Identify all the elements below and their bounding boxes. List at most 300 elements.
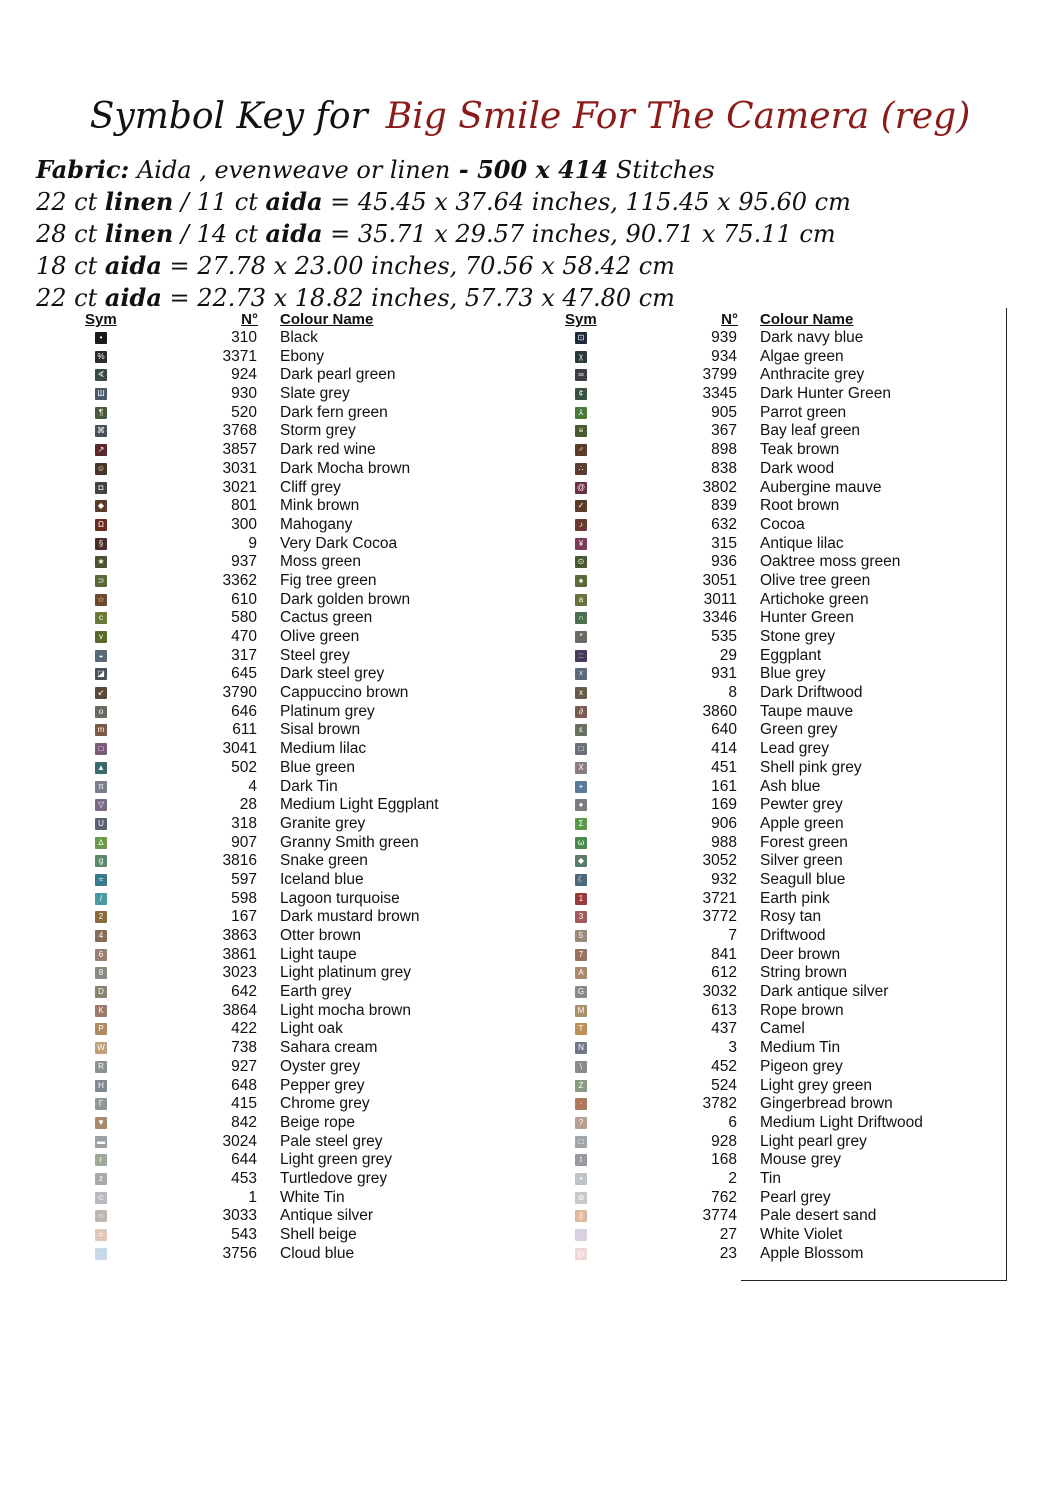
count-text: 22 ct xyxy=(36,188,105,216)
colour-name: Light mocha brown xyxy=(280,1001,411,1019)
symbol-swatch: K xyxy=(95,1005,107,1017)
size-line xyxy=(36,218,1036,250)
key-row xyxy=(80,1002,520,1021)
key-row xyxy=(560,1058,1000,1077)
fabric-line xyxy=(36,154,1036,186)
floss-number: 640 xyxy=(711,721,737,739)
key-row xyxy=(560,366,1000,385)
floss-number: 738 xyxy=(231,1039,257,1057)
symbol-swatch: • xyxy=(95,332,107,344)
fabric-types: Aida , evenweave or linen xyxy=(136,156,451,184)
floss-number: 762 xyxy=(711,1188,737,1206)
symbol-swatch: * xyxy=(575,631,587,643)
symbol-swatch: ⌘ xyxy=(97,426,105,436)
colour-name: Very Dark Cocoa xyxy=(280,534,398,552)
symbol-swatch: ω xyxy=(575,837,587,849)
floss-number: 613 xyxy=(711,1001,737,1019)
floss-number: 3041 xyxy=(222,740,257,758)
symbol-swatch: ↗ xyxy=(95,444,107,456)
colour-name: Deer brown xyxy=(760,945,841,963)
material: aida xyxy=(104,251,162,280)
colour-name: Cliff grey xyxy=(280,478,341,496)
symbol-swatch: ▽ xyxy=(95,799,107,811)
symbol-swatch: @ xyxy=(576,482,586,492)
symbol-swatch: ★ xyxy=(95,556,107,568)
symbol-swatch: ▲ xyxy=(95,762,107,774)
material: aida xyxy=(265,219,323,248)
symbol-swatch: ◒ xyxy=(95,650,107,662)
page-title xyxy=(0,96,1060,137)
floss-number: 934 xyxy=(711,347,737,365)
symbol-swatch: 5 xyxy=(575,930,587,942)
key-row xyxy=(80,1226,520,1245)
colour-name: Apple Blossom xyxy=(760,1244,864,1262)
floss-number: 4 xyxy=(248,777,257,795)
key-row xyxy=(80,1207,520,1226)
floss-number: 502 xyxy=(231,758,257,776)
symbol-swatch: ◘ xyxy=(95,482,107,494)
floss-number: 452 xyxy=(711,1057,737,1075)
key-row xyxy=(560,1170,1000,1189)
material: aida xyxy=(265,187,323,216)
colour-name: Light platinum grey xyxy=(280,964,411,982)
symbol-swatch: ¢ xyxy=(575,388,587,400)
symbol-swatch: ≡ xyxy=(575,425,587,437)
symbol-swatch: T xyxy=(575,1023,587,1035)
floss-number: 8 xyxy=(728,684,737,702)
key-row xyxy=(560,703,1000,722)
floss-number: 646 xyxy=(231,702,257,720)
floss-number: 3864 xyxy=(222,1001,257,1019)
symbol-swatch: ☓ xyxy=(575,668,587,680)
symbol-swatch: · xyxy=(575,1098,587,1110)
key-row xyxy=(560,628,1000,647)
key-row xyxy=(560,1151,1000,1170)
colour-name: Olive green xyxy=(280,628,360,645)
colour-name: Rope brown xyxy=(760,1001,844,1019)
colour-name: Pearl grey xyxy=(760,1188,831,1206)
floss-number: 23 xyxy=(719,1244,737,1262)
floss-number: 648 xyxy=(231,1076,257,1094)
floss-number: 1 xyxy=(248,1188,257,1206)
colour-name: Root brown xyxy=(760,497,840,515)
key-row xyxy=(560,1002,1000,1021)
colour-name: Light oak xyxy=(280,1020,343,1038)
floss-number: 167 xyxy=(231,908,257,926)
key-row xyxy=(560,908,1000,927)
symbol-swatch: Γ xyxy=(95,1098,107,1110)
key-row xyxy=(560,404,1000,423)
size-line xyxy=(36,282,1036,314)
key-row xyxy=(560,665,1000,684)
key-row xyxy=(560,834,1000,853)
key-row xyxy=(80,1189,520,1208)
key-row xyxy=(560,348,1000,367)
key-row xyxy=(560,1133,1000,1152)
floss-number: 611 xyxy=(232,721,257,739)
key-row xyxy=(560,778,1000,797)
floss-number: 3 xyxy=(728,1039,737,1057)
colour-name: Ash blue xyxy=(760,777,821,795)
colour-name: Antique silver xyxy=(280,1207,374,1225)
colour-name: Granite grey xyxy=(280,814,366,832)
key-row xyxy=(560,1114,1000,1133)
symbol-swatch: ∞ xyxy=(575,369,587,381)
floss-number: 927 xyxy=(231,1057,257,1075)
key-row xyxy=(560,591,1000,610)
header-number: N° xyxy=(241,311,258,328)
colour-name: Moss green xyxy=(280,553,361,571)
colour-name: Sisal brown xyxy=(280,721,361,739)
colour-name: Fig tree green xyxy=(280,571,377,589)
symbol-swatch: □ xyxy=(95,743,107,755)
key-row xyxy=(560,609,1000,628)
key-row xyxy=(560,1020,1000,1039)
colour-name: Dark Hunter Green xyxy=(760,385,891,403)
symbol-swatch: ⊛ xyxy=(575,1192,587,1204)
header-number: N° xyxy=(721,311,738,328)
key-row xyxy=(80,740,520,759)
key-row xyxy=(80,647,520,666)
colour-name: Turtledove grey xyxy=(280,1169,388,1187)
colour-name: Earth pink xyxy=(760,889,830,907)
floss-number: 3756 xyxy=(222,1244,257,1262)
colour-name: Beige rope xyxy=(280,1113,355,1131)
colour-name: Eggplant xyxy=(760,646,822,664)
key-row xyxy=(560,1039,1000,1058)
floss-number: 906 xyxy=(711,814,737,832)
colour-name: Dark Mocha brown xyxy=(280,459,411,477)
key-row xyxy=(560,1095,1000,1114)
floss-number: 3799 xyxy=(702,366,737,384)
key-row xyxy=(80,815,520,834)
key-row xyxy=(80,852,520,871)
colour-name: Camel xyxy=(760,1020,805,1038)
colour-name: Stone grey xyxy=(760,628,835,645)
floss-number: 300 xyxy=(231,515,257,533)
floss-number: 415 xyxy=(231,1095,257,1113)
key-row xyxy=(80,1039,520,1058)
floss-number: 7 xyxy=(728,927,737,944)
floss-number: 580 xyxy=(231,609,257,627)
colour-name: Lagoon turquoise xyxy=(280,889,400,907)
floss-number: 3021 xyxy=(222,478,257,496)
key-row xyxy=(560,740,1000,759)
symbol-swatch: W xyxy=(95,1042,107,1054)
symbol-swatch: P xyxy=(95,1023,107,1035)
colour-name: Bay leaf green xyxy=(760,422,860,440)
floss-number: 3052 xyxy=(702,852,737,870)
symbol-swatch: ♪ xyxy=(575,519,587,531)
symbol-swatch: x xyxy=(575,687,587,699)
key-row xyxy=(80,1170,520,1189)
key-row xyxy=(80,385,520,404)
symbol-swatch: z xyxy=(95,1173,107,1185)
symbol-swatch: • xyxy=(575,1173,587,1185)
floss-number: 161 xyxy=(711,777,737,795)
symbol-swatch: ♂ xyxy=(575,444,587,456)
key-row xyxy=(560,516,1000,535)
key-column-right xyxy=(560,311,1000,1263)
size-line xyxy=(36,250,1036,282)
key-row xyxy=(80,479,520,498)
symbol-swatch: + xyxy=(575,781,587,793)
symbol-swatch: § xyxy=(95,538,107,550)
floss-number: 988 xyxy=(711,833,737,851)
symbol-swatch: Z xyxy=(575,1080,587,1092)
colour-name: Iceland blue xyxy=(280,870,364,888)
colour-name: Black xyxy=(280,329,318,346)
symbol-swatch: ☺ xyxy=(96,463,106,473)
floss-number: 598 xyxy=(231,889,257,907)
colour-name: Storm grey xyxy=(280,422,356,440)
key-row xyxy=(80,721,520,740)
floss-number: 841 xyxy=(711,945,737,963)
floss-number: 3033 xyxy=(222,1207,257,1225)
key-row xyxy=(560,721,1000,740)
floss-number: 597 xyxy=(231,870,257,888)
colour-name: Light grey green xyxy=(760,1076,873,1094)
key-row xyxy=(80,628,520,647)
key-row xyxy=(560,572,1000,591)
colour-name: Medium Tin xyxy=(760,1039,841,1057)
dimensions: = 45.45 x 37.64 inches, 115.45 x 95.60 cm xyxy=(322,188,851,216)
floss-number: 839 xyxy=(711,497,737,515)
floss-number: 936 xyxy=(711,553,737,571)
key-row xyxy=(80,572,520,591)
floss-number: 470 xyxy=(231,628,257,645)
colour-name: Snake green xyxy=(280,852,368,870)
colour-name: Mouse grey xyxy=(760,1151,841,1169)
key-row xyxy=(80,964,520,983)
symbol-swatch: ◆ xyxy=(575,855,587,867)
symbol-swatch: ∢ xyxy=(95,369,107,381)
floss-number: 168 xyxy=(711,1151,737,1169)
material: aida xyxy=(104,283,162,312)
colour-name: Dark mustard brown xyxy=(280,908,420,926)
floss-number: 924 xyxy=(231,366,257,384)
floss-number: 2 xyxy=(728,1169,737,1187)
key-row xyxy=(80,1020,520,1039)
symbol-swatch: ● xyxy=(575,799,587,811)
colour-name: Gingerbread brown xyxy=(760,1095,893,1113)
floss-number: 644 xyxy=(231,1151,257,1169)
symbol-swatch: ¶ xyxy=(95,407,107,419)
colour-name: White Violet xyxy=(760,1226,843,1243)
symbol-swatch: o xyxy=(95,706,107,718)
floss-number: 645 xyxy=(231,665,257,683)
key-row xyxy=(560,1207,1000,1226)
symbol-swatch: ▼ xyxy=(95,1117,107,1129)
colour-name: Medium Light Driftwood xyxy=(760,1113,923,1131)
floss-number: 3861 xyxy=(222,945,257,963)
colour-name: Olive tree green xyxy=(760,571,871,589)
key-row xyxy=(80,703,520,722)
colour-name: Anthracite grey xyxy=(760,366,865,384)
symbol-swatch: ✓ xyxy=(575,500,587,512)
colour-name: Cocoa xyxy=(760,515,805,533)
key-row xyxy=(80,404,520,423)
symbol-swatch: U xyxy=(95,818,107,830)
symbol-swatch: v xyxy=(95,631,107,643)
colour-name: Shell beige xyxy=(280,1226,357,1243)
symbol-swatch: ♠ xyxy=(575,575,587,587)
floss-number: 169 xyxy=(711,796,737,814)
colour-name: Oaktree moss green xyxy=(760,553,901,571)
symbol-swatch: 1 xyxy=(575,893,587,905)
symbol-swatch: ⊡ xyxy=(575,332,587,344)
floss-number: 3024 xyxy=(222,1132,257,1150)
colour-name: Driftwood xyxy=(760,927,826,944)
symbol-swatch: m xyxy=(95,724,107,736)
symbol-swatch: X xyxy=(575,762,587,774)
colour-name: Tin xyxy=(760,1169,781,1187)
key-row xyxy=(80,983,520,1002)
symbol-swatch: ⅄ xyxy=(575,407,587,419)
symbol-swatch: R xyxy=(95,1061,107,1073)
floss-number: 6 xyxy=(728,1113,737,1131)
floss-number: 437 xyxy=(711,1020,737,1038)
colour-name: Dark steel grey xyxy=(280,665,385,683)
colour-name: Chrome grey xyxy=(280,1095,370,1113)
key-row xyxy=(560,852,1000,871)
key-row xyxy=(80,1245,520,1264)
key-row xyxy=(560,759,1000,778)
floss-number: 367 xyxy=(711,422,737,440)
left-rows xyxy=(80,329,520,1263)
count-text: 18 ct xyxy=(36,252,105,280)
symbol-swatch: 4 xyxy=(95,930,107,942)
colour-name: Earth grey xyxy=(280,983,352,1001)
colour-name: Slate grey xyxy=(280,385,350,403)
key-row xyxy=(560,890,1000,909)
dimensions: = 35.71 x 29.57 inches, 90.71 x 75.11 cm xyxy=(322,220,836,248)
colour-name: Algae green xyxy=(760,347,844,365)
colour-name: Taupe mauve xyxy=(760,702,854,720)
colour-name: Antique lilac xyxy=(760,534,844,552)
colour-name: Dark golden brown xyxy=(280,590,411,608)
key-row xyxy=(560,983,1000,1002)
colour-name: Granny Smith green xyxy=(280,833,419,851)
symbol-swatch: ⊂ xyxy=(95,1192,107,1204)
separator: / 14 ct xyxy=(173,220,266,248)
frame-bottom-border xyxy=(741,1280,1007,1281)
key-row xyxy=(80,1095,520,1114)
colour-name: Light pearl grey xyxy=(760,1132,867,1150)
symbol-swatch: ↙ xyxy=(95,687,107,699)
symbol-swatch: H xyxy=(95,1080,107,1092)
floss-number: 928 xyxy=(711,1132,737,1150)
floss-number: 29 xyxy=(719,646,737,664)
key-row xyxy=(560,422,1000,441)
symbol-swatch: ? xyxy=(575,1117,587,1129)
floss-number: 453 xyxy=(231,1169,257,1187)
frame-right-border xyxy=(1006,308,1007,1280)
colour-name: Lead grey xyxy=(760,740,829,758)
key-row xyxy=(80,591,520,610)
symbol-swatch: ε xyxy=(575,724,587,736)
symbol-swatch: ⊙ xyxy=(575,556,587,568)
floss-number: 3346 xyxy=(702,609,737,627)
floss-number: 315 xyxy=(711,534,737,552)
right-rows xyxy=(560,329,1000,1263)
fabric-dash: - xyxy=(450,155,478,184)
floss-number: 3863 xyxy=(222,927,257,944)
symbol-swatch: \ xyxy=(575,1061,587,1073)
colour-name: Dark antique silver xyxy=(760,983,889,1001)
colour-name: Cloud blue xyxy=(280,1244,355,1262)
header-colour-name: Colour Name xyxy=(280,311,374,328)
floss-number: 3031 xyxy=(222,459,257,477)
key-row xyxy=(560,460,1000,479)
floss-number: 931 xyxy=(711,665,737,683)
key-row xyxy=(560,796,1000,815)
colour-name: String brown xyxy=(760,964,848,982)
floss-number: 3011 xyxy=(703,590,737,608)
key-row xyxy=(80,441,520,460)
symbol-swatch: c xyxy=(95,612,107,624)
colour-name: Artichoke green xyxy=(760,590,869,608)
floss-number: 9 xyxy=(248,534,257,552)
colour-name: Blue grey xyxy=(760,665,826,683)
colour-name: Cactus green xyxy=(280,609,373,627)
floss-number: 3857 xyxy=(222,441,257,459)
key-row xyxy=(80,1058,520,1077)
symbol-swatch: :: xyxy=(575,650,587,662)
floss-number: 3371 xyxy=(222,347,257,365)
symbol-swatch: ⊃ xyxy=(95,575,107,587)
key-row xyxy=(560,1226,1000,1245)
symbol-swatch: ·. xyxy=(575,1229,587,1241)
floss-number: 939 xyxy=(711,329,737,346)
floss-number: 3051 xyxy=(702,571,737,589)
symbol-swatch: ◆ xyxy=(95,500,107,512)
floss-number: 3023 xyxy=(222,964,257,982)
floss-number: 310 xyxy=(231,329,257,346)
colour-name: Parrot green xyxy=(760,403,847,421)
colour-name: Green grey xyxy=(760,721,838,739)
floss-number: 898 xyxy=(711,441,737,459)
floss-number: 3345 xyxy=(702,385,737,403)
fabric-label: Fabric: xyxy=(36,155,130,184)
floss-number: 3772 xyxy=(702,908,737,926)
floss-number: 3782 xyxy=(702,1095,737,1113)
key-row xyxy=(80,927,520,946)
colour-name: Pepper grey xyxy=(280,1076,365,1094)
colour-name: Dark wood xyxy=(760,459,835,477)
key-row xyxy=(80,796,520,815)
key-row xyxy=(560,946,1000,965)
symbol-swatch: || xyxy=(575,1210,587,1222)
symbol-swatch: ◎ xyxy=(575,1248,587,1260)
key-row xyxy=(560,535,1000,554)
key-row xyxy=(80,684,520,703)
colour-name: Dark Tin xyxy=(280,777,338,795)
key-row xyxy=(80,1114,520,1133)
colour-name: Blue green xyxy=(280,758,355,776)
symbol-swatch: D xyxy=(95,986,107,998)
size-lines xyxy=(36,186,1036,314)
colour-name: Dark pearl green xyxy=(280,366,396,384)
key-column-left xyxy=(80,311,520,1263)
key-row xyxy=(560,815,1000,834)
key-row xyxy=(80,890,520,909)
key-row xyxy=(80,497,520,516)
symbol-swatch: t xyxy=(575,1154,587,1166)
floss-number: 3816 xyxy=(222,852,257,870)
key-row xyxy=(560,497,1000,516)
symbol-swatch: Ш xyxy=(95,388,107,400)
